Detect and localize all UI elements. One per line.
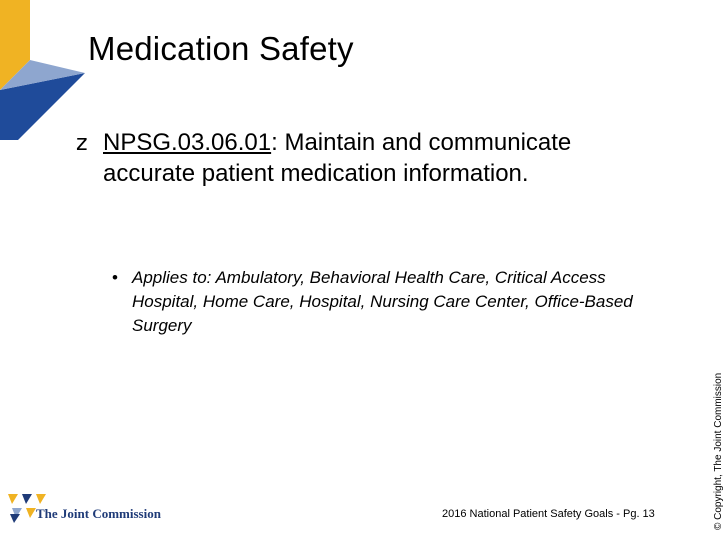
corner-decoration (0, 0, 110, 140)
page-footer: 2016 National Patient Safety Goals - Pg. 13 (442, 508, 655, 520)
bullet-icon: z (76, 131, 88, 156)
logo-wordmark: The Joint Commission (36, 506, 161, 521)
sub-bullet-dot: • (112, 268, 118, 287)
sub-bullet-text: Applies to: Ambulatory, Behavioral Health Care, Critical Access Hospital, Home Care, Hospital, Nursing Care Center, Office-Based Surgery (132, 268, 633, 335)
main-bullet-line2: accurate patient medication information. (103, 160, 529, 187)
npsg-code-link[interactable]: NPSG.03.06.01 (103, 129, 272, 156)
main-bullet-line1-text: : Maintain and communicate (271, 129, 572, 156)
copyright-notice: © Copyright, The Joint Commission (713, 372, 724, 530)
slide-title: Medication Safety (88, 30, 354, 67)
main-bullet-line1 (103, 127, 571, 158)
